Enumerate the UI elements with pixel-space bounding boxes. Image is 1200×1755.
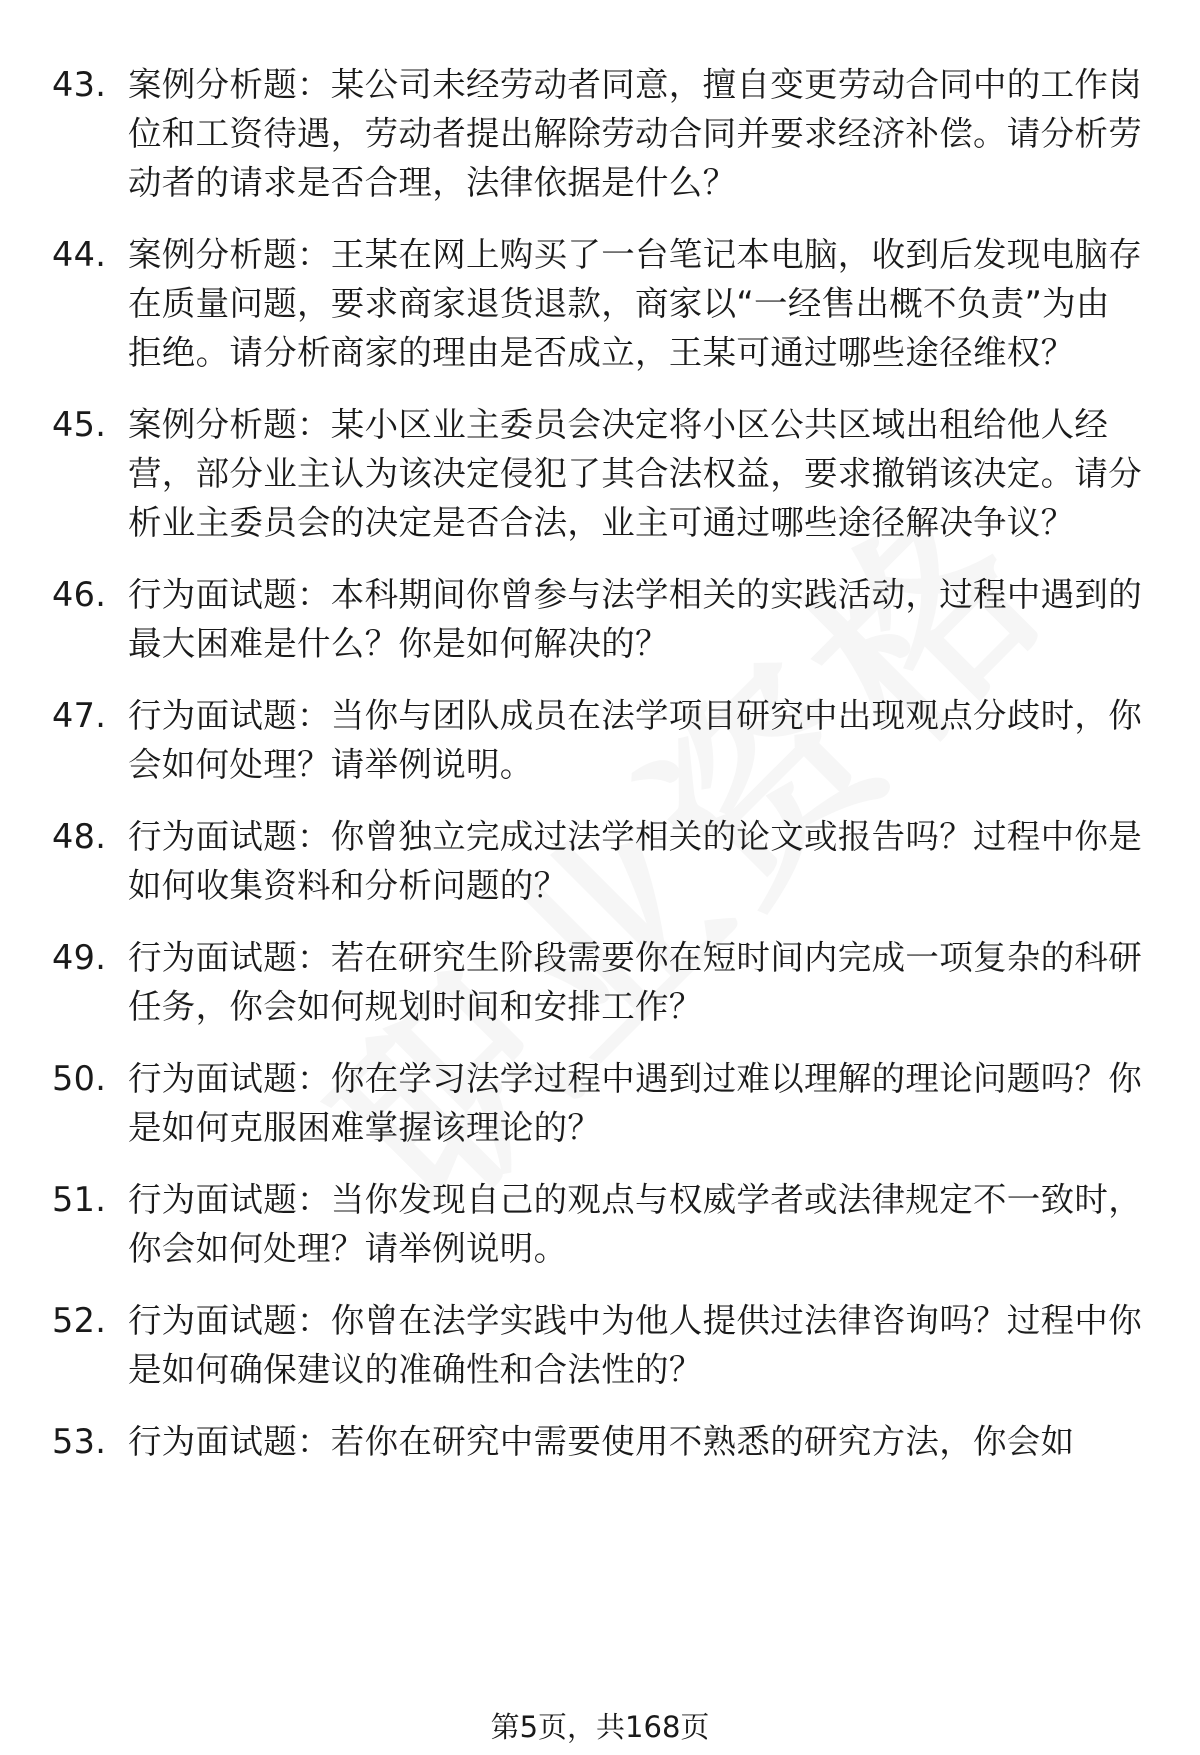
question-number: 47. <box>52 696 107 735</box>
question-text: 行为面试题：本科期间你曾参与法学相关的实践活动，过程中遇到的最大困难是什么？你是如何解决的？ <box>128 575 1142 663</box>
list-item <box>52 570 1142 668</box>
question-number: 46. <box>52 575 107 614</box>
question-text: 行为面试题：若在研究生阶段需要你在短时间内完成一项复杂的科研任务，你会如何规划时间和安排工作？ <box>128 938 1142 1026</box>
list-item <box>52 933 1142 1031</box>
question-text: 案例分析题：某小区业主委员会决定将小区公共区域出租给他人经营，部分业主认为该决定侵犯了其合法权益，要求撤销该决定。请分析业主委员会的决定是否合法，业主可通过哪些途径解决争议？ <box>128 405 1142 542</box>
question-text: 行为面试题：若你在研究中需要使用不熟悉的研究方法，你会如 <box>128 1422 1075 1461</box>
question-number: 44. <box>52 235 107 274</box>
question-number: 50. <box>52 1059 107 1098</box>
list-item <box>52 400 1142 547</box>
question-text: 行为面试题：你曾在法学实践中为他人提供过法律咨询吗？过程中你是如何确保建议的准确性和合法性的？ <box>128 1301 1142 1389</box>
list-item <box>52 1054 1142 1152</box>
question-number: 43. <box>52 65 107 104</box>
list-item <box>52 1417 1142 1466</box>
list-item <box>52 691 1142 789</box>
list-item <box>52 812 1142 910</box>
question-number: 52. <box>52 1301 107 1340</box>
question-text: 行为面试题：当你发现自己的观点与权威学者或法律规定不一致时，你会如何处理？请举例说明。 <box>128 1180 1142 1268</box>
question-text: 行为面试题：当你与团队成员在法学项目研究中出现观点分歧时，你会如何处理？请举例说明。 <box>128 696 1142 784</box>
list-item <box>52 60 1142 207</box>
question-number: 48. <box>52 817 107 856</box>
question-text: 案例分析题：王某在网上购买了一台笔记本电脑，收到后发现电脑存在质量问题，要求商家退货退款，商家以“一经售出概不负责”为由拒绝。请分析商家的理由是否成立，王某可通过哪些途径维权？ <box>128 235 1142 372</box>
question-number: 49. <box>52 938 107 977</box>
question-list <box>52 60 1142 1489</box>
list-item <box>52 1296 1142 1394</box>
list-item <box>52 230 1142 377</box>
question-text: 行为面试题：你在学习法学过程中遇到过难以理解的理论问题吗？你是如何克服困难掌握该理论的？ <box>128 1059 1142 1147</box>
list-item <box>52 1175 1142 1273</box>
question-number: 51. <box>52 1180 107 1219</box>
page-number: 第5页，共168页 <box>490 1710 710 1744</box>
question-text: 案例分析题：某公司未经劳动者同意，擅自变更劳动合同中的工作岗位和工资待遇，劳动者提出解除劳动合同并要求经济补偿。请分析劳动者的请求是否合理，法律依据是什么？ <box>128 65 1142 202</box>
question-text: 行为面试题：你曾独立完成过法学相关的论文或报告吗？过程中你是如何收集资料和分析问题的？ <box>128 817 1142 905</box>
question-number: 53. <box>52 1422 107 1461</box>
question-number: 45. <box>52 405 107 444</box>
